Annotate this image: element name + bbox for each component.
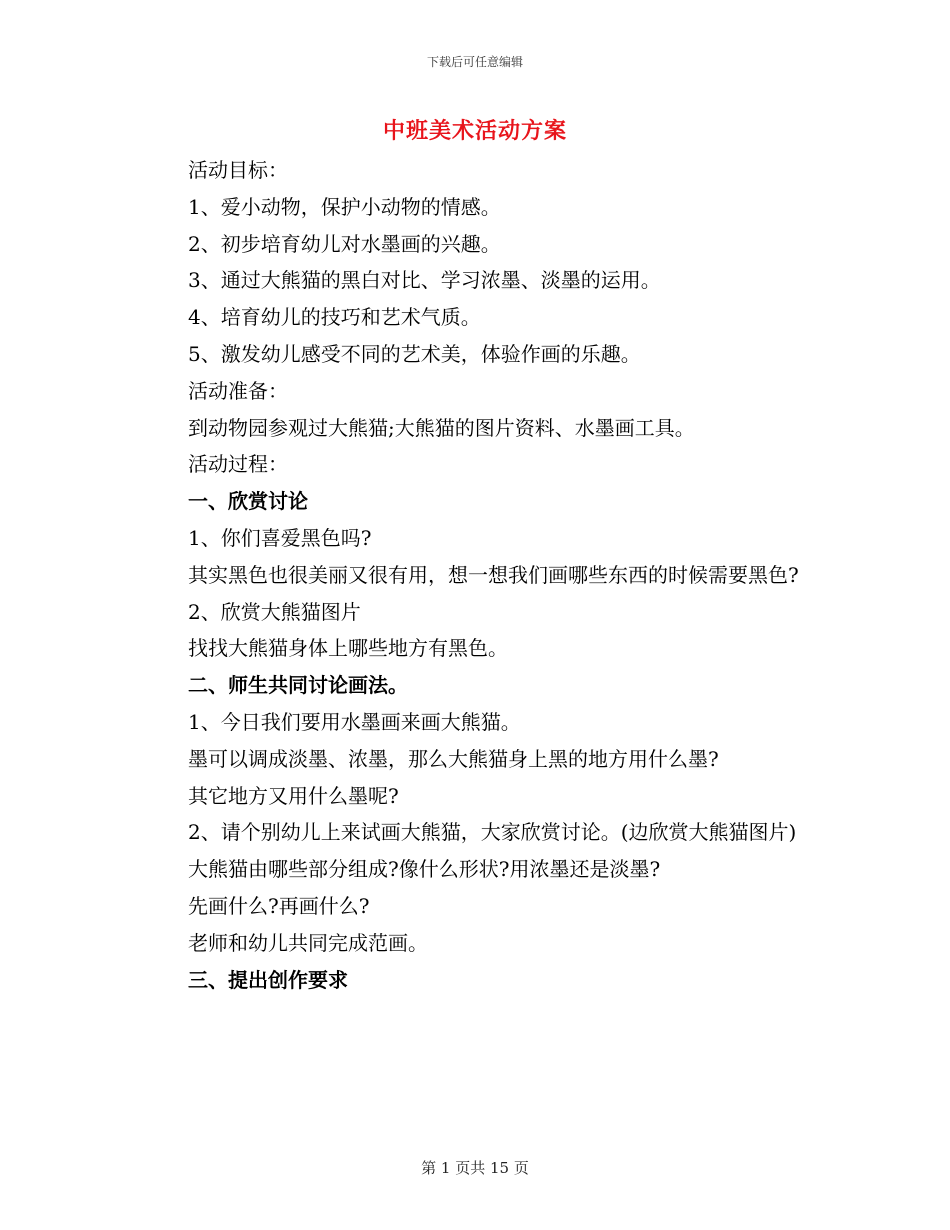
section-label-goals: 活动目标： — [188, 158, 288, 182]
goal-item: 1、爱小动物，保护小动物的情感。 — [188, 194, 501, 219]
page-footer: 第 1 页共 15 页 — [421, 1159, 529, 1177]
body-paragraph: 墨可以调成淡墨、浓墨，那么大熊猫身上黑的地方用什么墨? — [188, 746, 719, 771]
section-label-preparation: 活动准备： — [188, 378, 288, 403]
body-paragraph: 2、欣赏大熊猫图片 — [188, 599, 361, 624]
page-header: 下载后可任意编辑 — [426, 55, 523, 69]
section-label-process: 活动过程： — [188, 452, 288, 477]
goal-item: 2、初步培育幼儿对水墨画的兴趣。 — [188, 231, 501, 256]
section-heading: 一、欣赏讨论 — [188, 489, 308, 514]
body-paragraph: 找找大熊猫身体上哪些地方有黑色。 — [188, 636, 508, 661]
goal-item: 5、激发幼儿感受不同的艺术美，体验作画的乐趣。 — [188, 341, 641, 366]
body-paragraph: 先画什么?再画什么? — [188, 893, 370, 918]
body-paragraph: 大熊猫由哪些部分组成?像什么形状?用浓墨还是淡墨? — [188, 857, 661, 882]
body-paragraph: 2、请个别幼儿上来试画大熊猫，大家欣赏讨论。(边欣赏大熊猫图片) — [188, 820, 797, 845]
body-paragraph: 1、你们喜爱黑色吗? — [188, 525, 372, 550]
section-heading: 二、师生共同讨论画法。 — [188, 673, 408, 698]
preparation-text: 到动物园参观过大熊猫;大熊猫的图片资料、水墨画工具。 — [188, 415, 695, 440]
goal-item: 3、通过大熊猫的黑白对比、学习浓墨、淡墨的运用。 — [188, 268, 661, 293]
section-heading: 三、提出创作要求 — [188, 967, 348, 992]
document-body — [142, 152, 810, 998]
body-paragraph: 1、今日我们要用水墨画来画大熊猫。 — [188, 709, 521, 734]
body-paragraph: 老师和幼儿共同完成范画。 — [188, 930, 428, 955]
document-title: 中班美术活动方案 — [382, 119, 567, 144]
body-paragraph: 其实黑色也很美丽又很有用，想一想我们画哪些东西的时候需要黑色? — [188, 562, 799, 587]
goal-item: 4、培育幼儿的技巧和艺术气质。 — [188, 305, 481, 330]
body-paragraph: 其它地方又用什么墨呢? — [188, 783, 399, 808]
